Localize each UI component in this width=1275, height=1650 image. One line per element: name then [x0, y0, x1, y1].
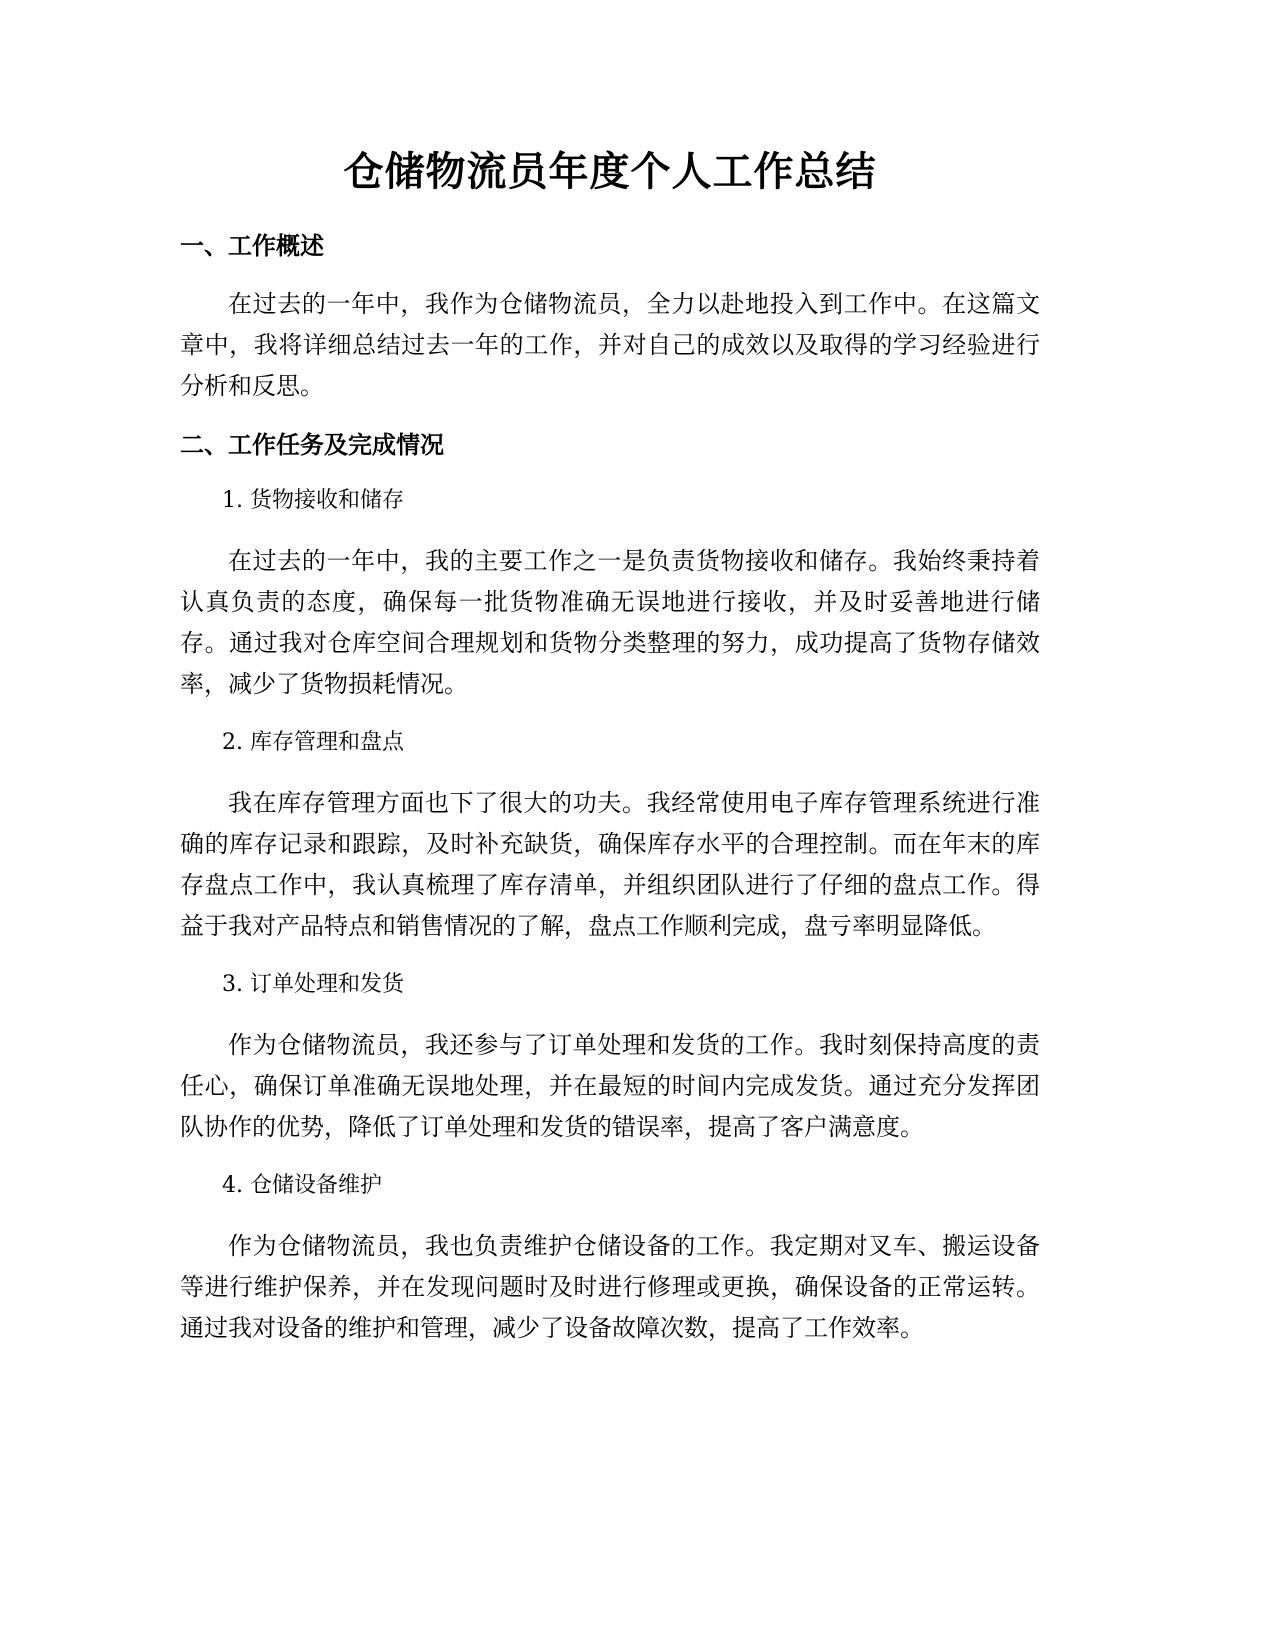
task-paragraph-inventory: 我在库存管理方面也下了很大的功夫。我经常使用电子库存管理系统进行准确的库存记录和跟踪，及时补充缺货，确保库存水平的合理控制。而在年末的库存盘点工作中，我认真梳理了库存清单，并组织团队进行了仔细的盘点工作。得益于我对产品特点和销售情况的了解，盘点工作顺利完成，盘亏率明显降低。 — [180, 789, 1040, 940]
document-page — [180, 140, 1040, 1369]
overview-paragraph: 在过去的一年中，我作为仓储物流员，全力以赴地投入到工作中。在这篇文章中，我将详细总结过去一年的工作，并对自己的成效以及取得的学习经验进行分析和反思。 — [180, 290, 1040, 400]
task-title-orders: 3. 订单处理和发货 — [222, 972, 404, 997]
section-heading-tasks: 二、工作任务及完成情况 — [180, 431, 444, 459]
task-paragraph-receiving: 在过去的一年中，我的主要工作之一是负责货物接收和储存。我始终秉持着认真负责的态度，确保每一批货物准确无误地进行接收，并及时妥善地进行储存。通过我对仓库空间合理规划和货物分类整理的努力，成功提高了货物存储效率，减少了货物损耗情况。 — [180, 547, 1040, 698]
task-paragraph-equipment: 作为仓储物流员，我也负责维护仓储设备的工作。我定期对叉车、搬运设备等进行维护保养，并在发现问题时及时进行修理或更换，确保设备的正常运转。通过我对设备的维护和管理，减少了设备故障次数，提高了工作效率。 — [180, 1232, 1040, 1342]
task-title-equipment: 4. 仓储设备维护 — [222, 1173, 382, 1198]
task-title-receiving: 1. 货物接收和储存 — [222, 488, 404, 513]
task-title-inventory: 2. 库存管理和盘点 — [222, 730, 404, 755]
section-heading-overview: 一、工作概述 — [180, 232, 324, 260]
task-paragraph-orders: 作为仓储物流员，我还参与了订单处理和发货的工作。我时刻保持高度的责任心，确保订单准确无误地处理，并在最短的时间内完成发货。通过充分发挥团队协作的优势，降低了订单处理和发货的错误率，提高了客户满意度。 — [180, 1031, 1040, 1141]
document-title: 仓储物流员年度个人工作总结 — [343, 149, 877, 195]
